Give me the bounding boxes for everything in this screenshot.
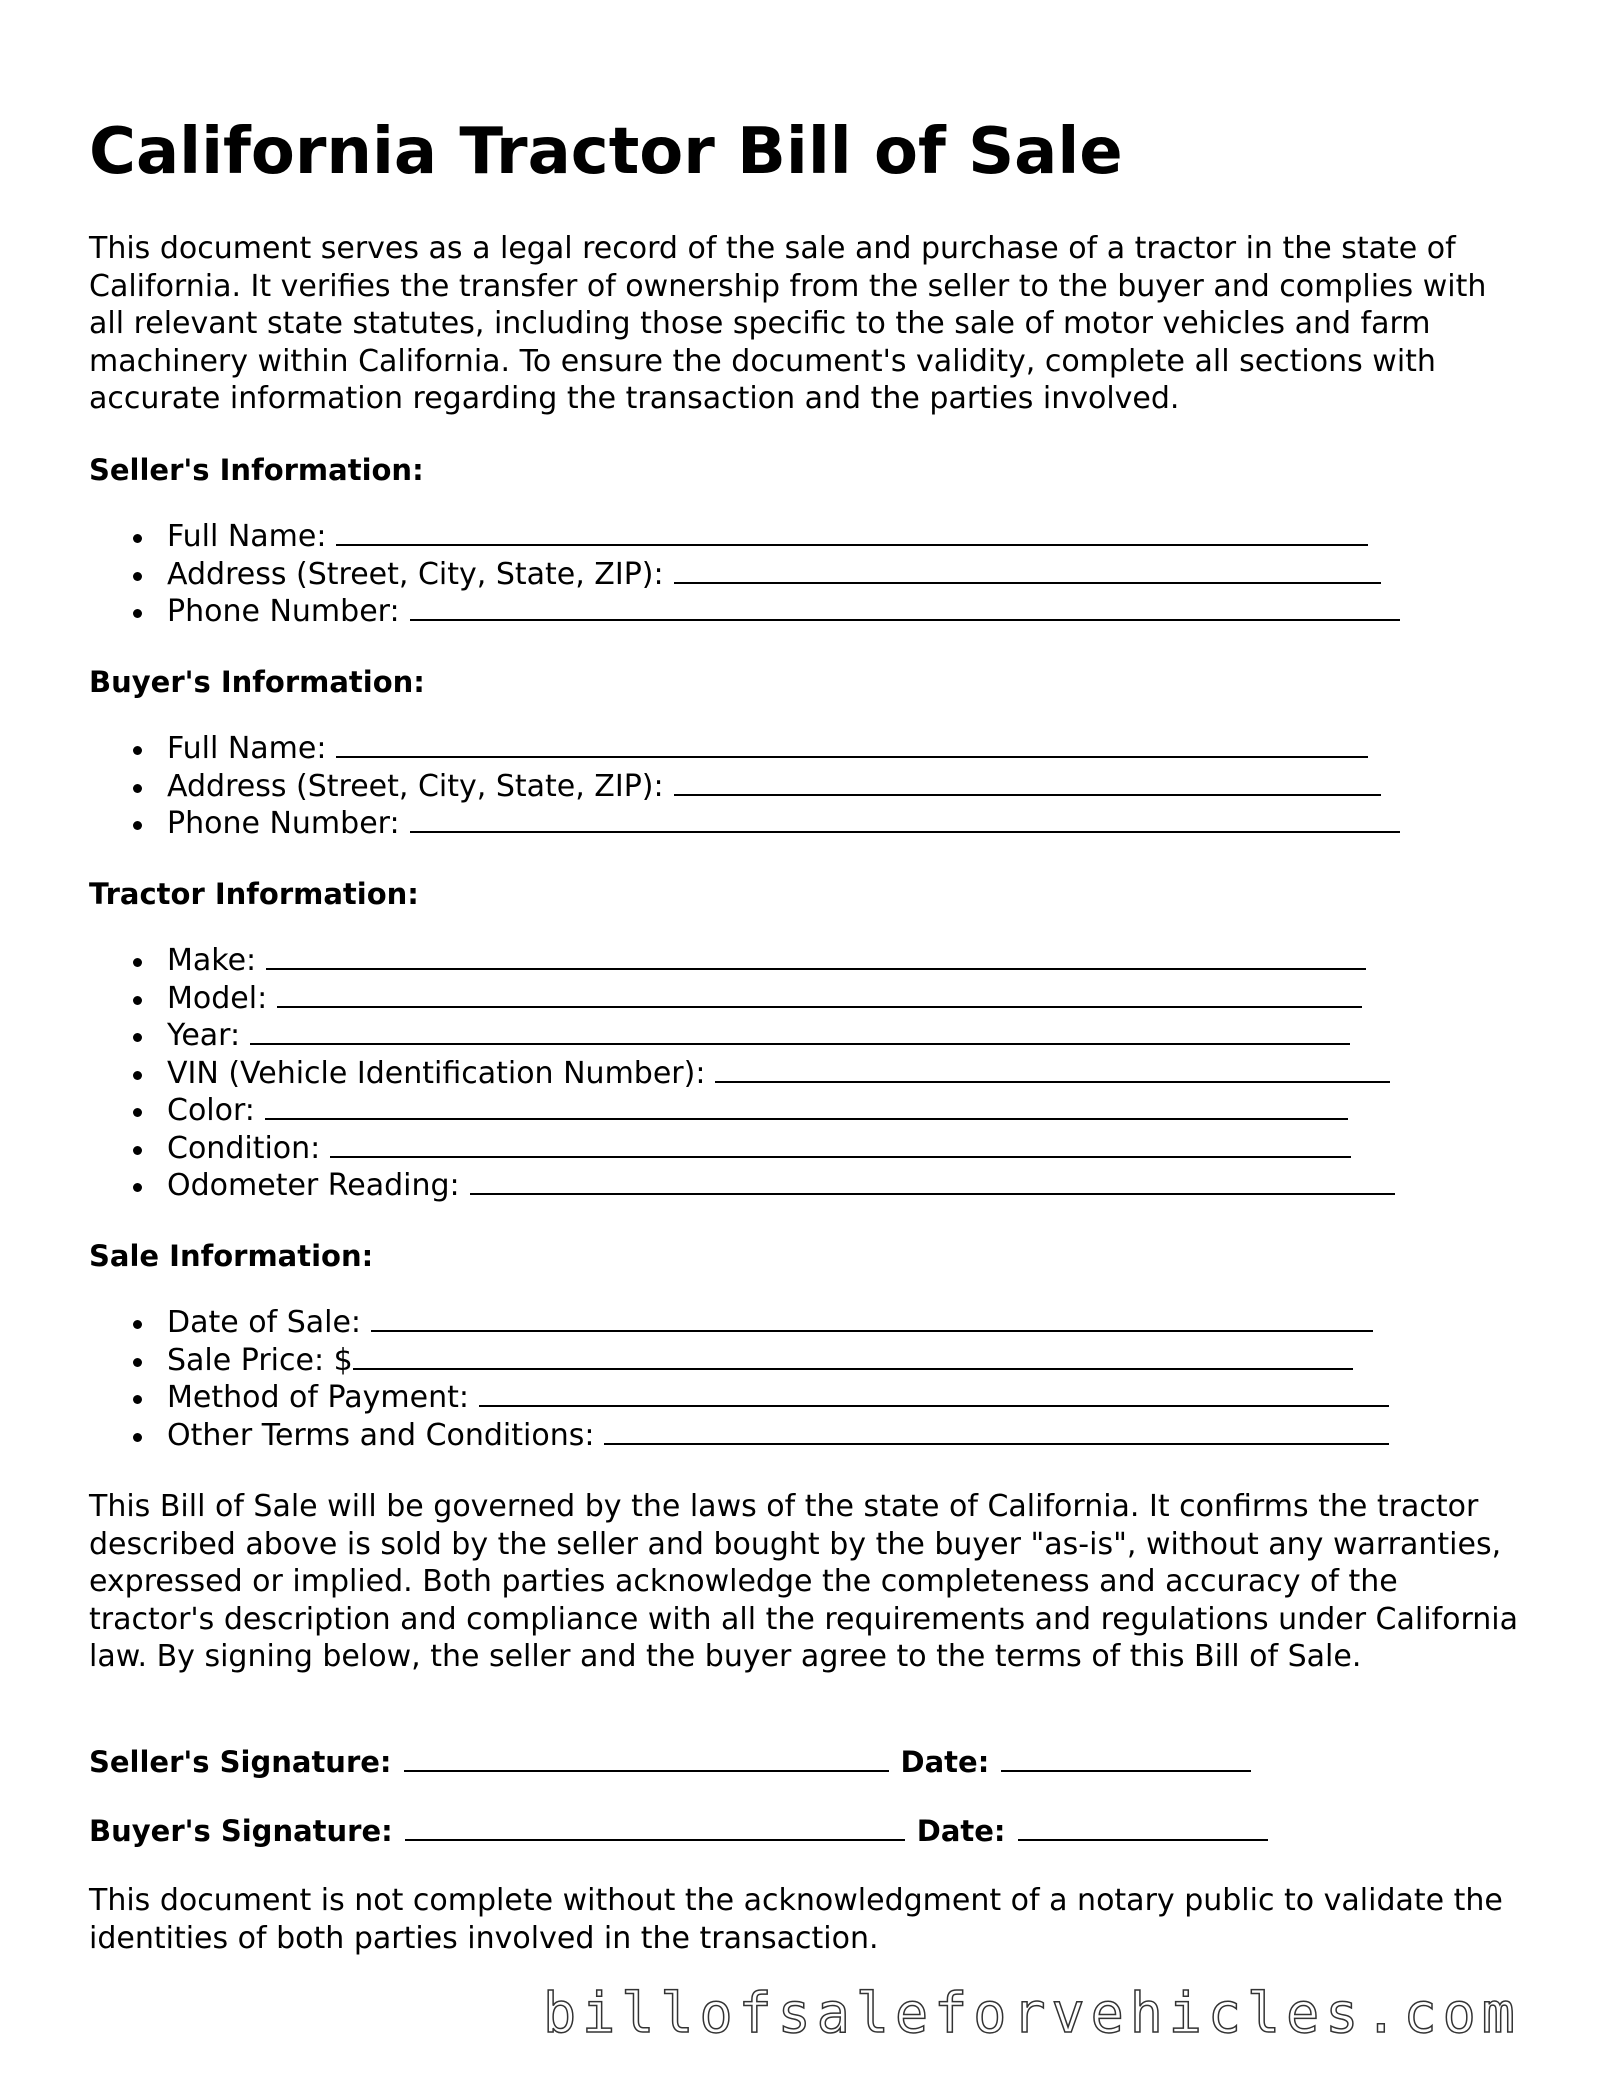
sale-date-row [89,1304,1389,1342]
tractor-vin-field[interactable] [715,1057,1390,1083]
sale-payment-method-field[interactable] [479,1381,1389,1407]
bullet-icon [133,609,142,618]
sale-other-terms-row [89,1417,1389,1455]
seller-address-row [89,556,1400,594]
tractor-condition-field[interactable] [330,1132,1351,1158]
sale-payment-method-row [89,1379,1389,1417]
buyer-full-name-row [89,730,1400,768]
seller-signature-label: Seller's Signature: [89,1745,392,1779]
field-label: VIN (Vehicle Identification Number): [167,1055,706,1091]
buyer-section-heading: Buyer's Information: [89,665,425,699]
bullet-icon [133,1433,142,1442]
sale-price-field[interactable] [353,1344,1353,1370]
buyer-signature-line [89,1813,1280,1849]
tractor-vin-row [89,1055,1395,1093]
tractor-model-field[interactable] [277,982,1362,1008]
buyer-address-row [89,768,1400,806]
seller-phone-row [89,593,1400,631]
tractor-color-field[interactable] [265,1094,1348,1120]
buyer-fields [89,730,1400,843]
tractor-year-field[interactable] [250,1019,1350,1045]
bullet-icon [133,821,142,830]
buyer-signature-label: Buyer's Signature: [89,1814,393,1848]
tractor-make-row [89,942,1395,980]
sale-other-terms-field[interactable] [604,1419,1389,1445]
field-label: Sale Price: $ [167,1342,353,1378]
bullet-icon [133,1146,142,1155]
governing-law-paragraph: This Bill of Sale will be governed by the laws of the state of California. It confirms the tractor described above is sold by the seller and bought by the buyer "as-is", without any warranties, expressed or implied. Both parties acknowledge the completeness and accuracy of the tractor's description and compliance with all the requirements and regulations under California law. By signing below, the seller and the buyer agree to the terms of this Bill of Sale. [89,1489,1519,1674]
seller-section-heading: Seller's Information: [89,453,424,487]
bullet-icon [133,1108,142,1117]
sale-date-field[interactable] [371,1306,1373,1332]
tractor-section-heading: Tractor Information: [89,877,419,911]
field-label: Model: [167,980,268,1016]
field-label: Full Name: [167,519,327,554]
bullet-icon [133,1395,142,1404]
field-label: Other Terms and Conditions: [167,1417,595,1453]
buyer-phone-row [89,805,1400,843]
field-label: Full Name: [167,731,327,766]
field-label: Address (Street, City, State, ZIP): [167,768,664,804]
notary-paragraph: This document is not complete without the acknowledgment of a notary public to validate the identities of both parties involved in the transaction. [89,1883,1503,1956]
buyer-date-label: Date: [916,1814,1006,1848]
field-label: Make: [167,943,257,978]
field-label: Year: [167,1018,241,1053]
sale-section-heading: Sale Information: [89,1239,374,1273]
tractor-year-row [89,1017,1395,1055]
tractor-color-row [89,1092,1395,1130]
bullet-icon [133,1358,142,1367]
field-label: Method of Payment: [167,1380,469,1415]
bullet-icon [133,534,142,543]
bullet-icon [133,746,142,755]
seller-date-label: Date: [900,1745,990,1779]
buyer-signature-field[interactable] [405,1815,905,1841]
field-label: Date of Sale: [167,1305,362,1340]
bullet-icon [133,784,142,793]
seller-address-field[interactable] [674,558,1381,584]
bullet-icon [133,572,142,581]
document-title: California Tractor Bill of Sale [89,115,1123,189]
bullet-icon [133,958,142,967]
seller-signature-line [89,1744,1263,1780]
buyer-phone-field[interactable] [410,807,1400,833]
intro-paragraph: This document serves as a legal record of the sale and purchase of a tractor in the state of California. It verifies the transfer of ownership from the seller to the buyer and complies with all relevant state statutes, including those specific to the sale of motor vehicles and farm machinery within California. To ensure the document's validity, complete all sections with accurate information regarding the transaction and the parties involved. [89,231,1487,416]
bullet-icon [133,1320,142,1329]
tractor-odometer-field[interactable] [470,1169,1395,1195]
seller-full-name-field[interactable] [336,520,1368,546]
seller-date-field[interactable] [1001,1746,1251,1772]
buyer-full-name-field[interactable] [336,732,1368,758]
buyer-address-field[interactable] [674,770,1381,796]
tractor-fields [89,942,1395,1205]
seller-phone-field[interactable] [410,595,1400,621]
bullet-icon [133,1071,142,1080]
buyer-date-field[interactable] [1018,1815,1268,1841]
seller-signature-field[interactable] [404,1746,889,1772]
bullet-icon [133,1183,142,1192]
tractor-odometer-row [89,1167,1395,1205]
site-watermark: billofsaleforvehicles.com [543,1981,1521,2045]
field-label: Condition: [167,1130,321,1166]
field-label: Phone Number: [167,594,400,629]
sale-price-row [89,1342,1389,1380]
tractor-condition-row [89,1130,1395,1168]
tractor-make-field[interactable] [266,944,1366,970]
seller-full-name-row [89,518,1400,556]
sale-fields [89,1304,1389,1454]
field-label: Color: [167,1093,255,1128]
bullet-icon [133,1033,142,1042]
bullet-icon [133,996,142,1005]
field-label: Phone Number: [167,806,400,841]
tractor-model-row [89,980,1395,1018]
field-label: Odometer Reading: [167,1168,460,1203]
field-label: Address (Street, City, State, ZIP): [167,556,664,592]
seller-fields [89,518,1400,631]
